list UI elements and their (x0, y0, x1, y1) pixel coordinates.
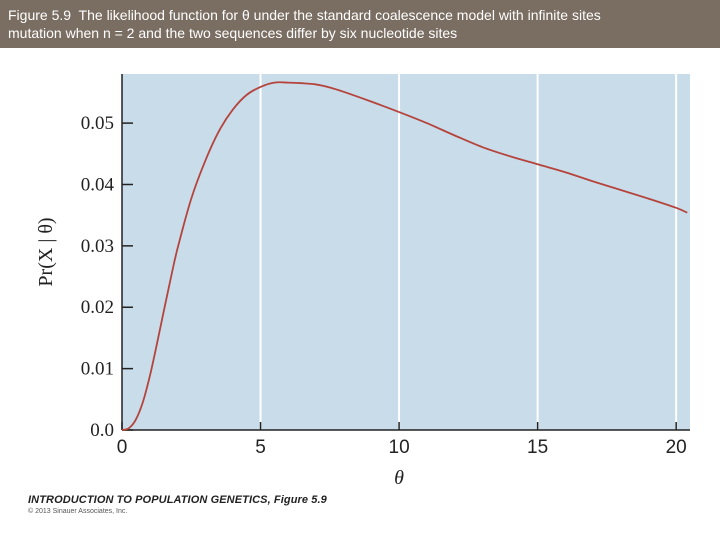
y-tick-label: 0.0 (90, 420, 114, 441)
plot-background (122, 74, 690, 430)
y-tick-label: 0.01 (80, 358, 114, 380)
y-tick-label: 0.03 (80, 235, 114, 257)
x-tick-label: 5 (255, 437, 266, 458)
y-tick-label: 0.04 (80, 174, 114, 196)
y-axis-label: Pr(X | θ) (35, 217, 57, 287)
x-tick-label: 20 (665, 437, 687, 458)
y-tick-label: 0.05 (80, 113, 114, 135)
figure-caption (0, 0, 720, 48)
x-tick-label: 10 (388, 437, 410, 458)
caption-line-2: mutation when n = 2 and the two sequences differ by six nucleotide sites (8, 25, 458, 41)
y-tick-label: 0.02 (80, 297, 114, 319)
book-credit (28, 494, 327, 515)
x-tick-label: 0 (116, 437, 128, 458)
likelihood-chart (0, 48, 720, 492)
caption-line-1: Figure 5.9 The likelihood function for θ under the standard coalescence model with infinite sites (8, 7, 601, 23)
book-title: INTRODUCTION TO POPULATION GENETICS, Figure 5.9 (28, 494, 327, 506)
x-tick-label: 15 (527, 437, 549, 458)
copyright-text: © 2013 Sinauer Associates, Inc. (28, 508, 128, 515)
x-axis-label: θ (394, 467, 404, 489)
